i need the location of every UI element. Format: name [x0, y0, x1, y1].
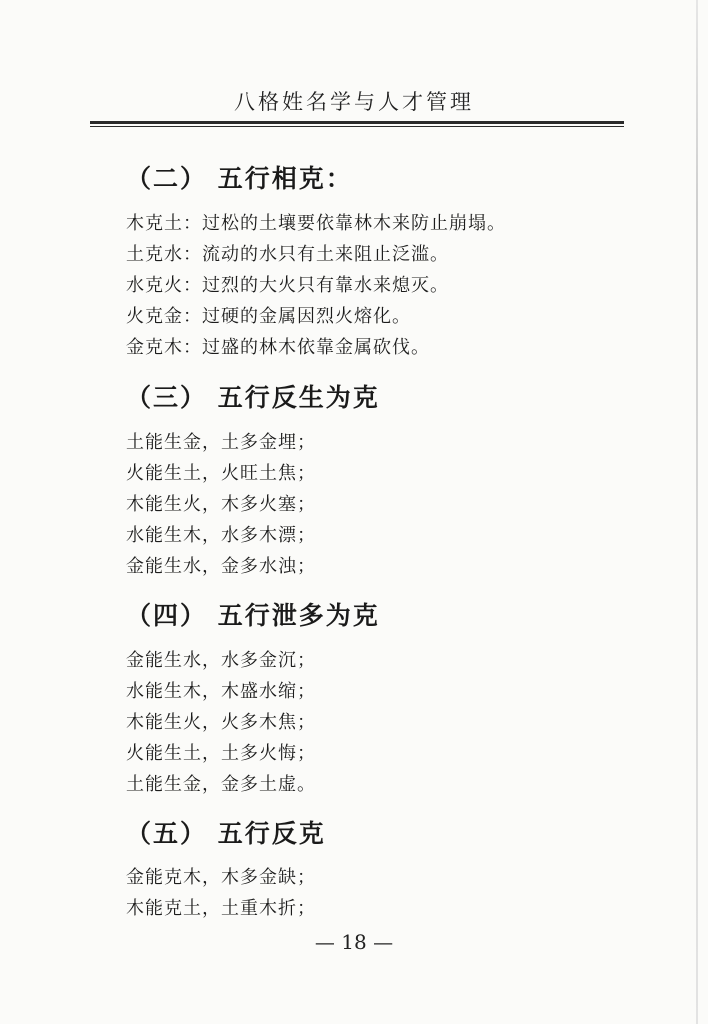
header-rule-thin — [90, 126, 624, 127]
section-title-2: （二） 五行相克： — [126, 164, 353, 193]
text-line: 木能生火，木多火塞； — [126, 494, 316, 515]
text-line: 水能生木，水多木漂； — [126, 525, 316, 546]
text-line: 土能生金，土多金埋； — [126, 432, 316, 453]
text-line: 木能生火，火多木焦； — [126, 712, 316, 733]
text-line: 水克火：过烈的大火只有靠水来熄灭。 — [126, 275, 449, 296]
text-line: 木能克土，土重木折； — [126, 898, 316, 919]
running-header-title: 八格姓名学与人才管理 — [234, 90, 474, 114]
section-title-4: （四） 五行泄多为克 — [126, 601, 380, 630]
text-line: 土克水：流动的水只有土来阻止泛滥。 — [126, 244, 449, 265]
text-line: 金能克木，木多金缺； — [126, 867, 316, 888]
page-edge-shadow — [696, 0, 698, 1024]
section-title-3: （三） 五行反生为克 — [126, 383, 380, 412]
text-line: 金克木：过盛的林木依靠金属砍伐。 — [126, 337, 430, 358]
text-line: 火能生土，土多火悔； — [126, 743, 316, 764]
header-rule-thick — [90, 121, 624, 124]
text-line: 土能生金，金多土虚。 — [126, 774, 316, 795]
text-line: 水能生木，木盛水缩； — [126, 681, 316, 702]
text-line: 火能生土，火旺土焦； — [126, 463, 316, 484]
text-line: 火克金：过硬的金属因烈火熔化。 — [126, 306, 411, 327]
text-line: 金能生水，水多金沉； — [126, 650, 316, 671]
text-line: 木克土：过松的土壤要依靠林木来防止崩塌。 — [126, 213, 506, 234]
page-number: — 18 — — [314, 930, 394, 954]
section-title-5: （五） 五行反克 — [126, 819, 326, 848]
text-line: 金能生水，金多水浊； — [126, 556, 316, 577]
